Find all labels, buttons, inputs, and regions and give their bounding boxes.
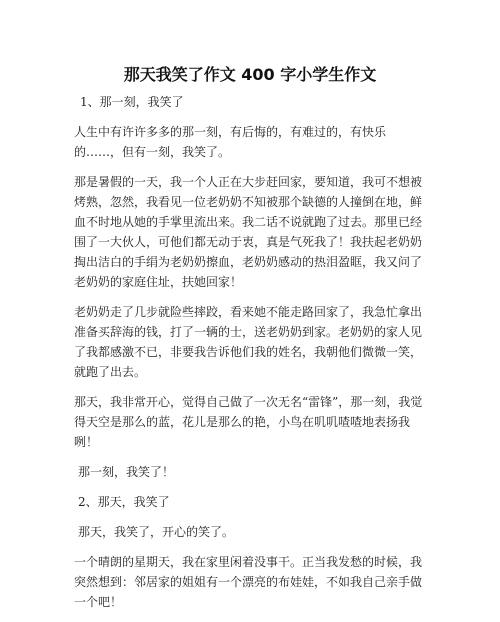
document-title: 那天我笑了作文 400 字小学生作文 — [123, 65, 377, 84]
paragraph: 人生中有许许多多的那一刻，有后悔的，有难过的，有快乐的……，但有一刻，我笑了。 — [74, 125, 387, 159]
paragraph: 一个晴朗的星期天，我在家里闲着没事干。正当我发愁的时候，我突然想到：邻居家的姐姐有一个漂亮的布娃娃，不如我自己亲手做一个吧！ — [74, 555, 423, 609]
document-body — [74, 92, 428, 622]
paragraph: 那天，我笑了，开心的笑了。 — [78, 525, 235, 539]
paragraph: 老奶奶走了几步就险些摔跤，看来她不能走路回家了，我急忙拿出准备买辞海的钱，打了一辆的士，送老奶奶到家。老奶奶的家人见了我都感激不已，非要我告诉他们我的姓名，我朝他们微微一笑，就跑了出去。 — [74, 305, 423, 379]
paragraph: 那是暑假的一天，我一个人正在大步赶回家，要知道，我可不想被烤熟，忽然，我看见一位老奶奶不知被那个缺德的人撞倒在地，鲜血不时地从她的手掌里流出来。我二话不说就跑了过去。那里已经围了一大伙人，可他们都无动于衷，真是气死我了！我扶起老奶奶掏出洁白的手绢为老奶奶擦血，老奶奶感动的热泪盈眶，我又问了老奶奶的家庭住址，扶她回家！ — [74, 175, 423, 289]
section-heading-2: 2、那天，我笑了 — [78, 495, 170, 509]
paragraph: 那天，我非常开心，觉得自己做了一次无名“雷锋”，那一刻，我觉得天空是那么的蓝，花儿是那么的艳，小鸟在叽叽喳喳地表扬我咧！ — [74, 395, 423, 449]
section-heading-1: 1、那一刻，我笑了 — [80, 95, 184, 109]
paragraph: 那一刻，我笑了！ — [78, 465, 175, 479]
